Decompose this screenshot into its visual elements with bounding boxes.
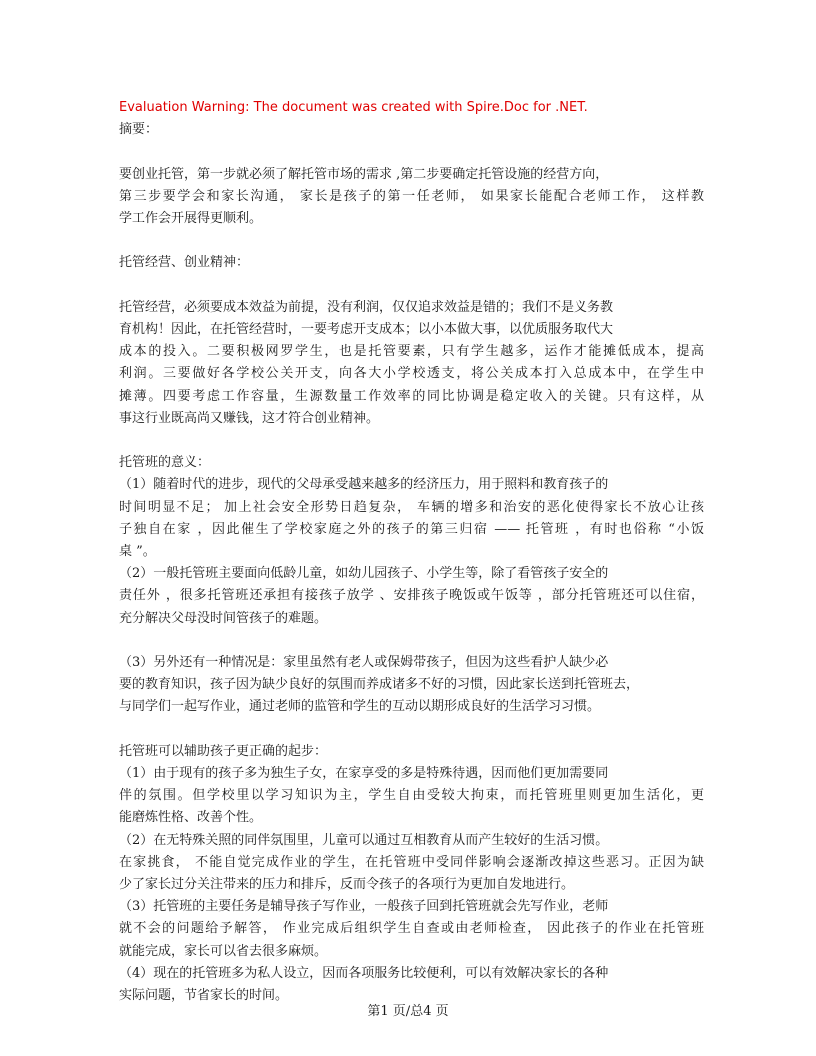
- section-heading: 托管班的意义：: [119, 455, 211, 471]
- paragraph-line: 事这行业既高尚又赚钱，这才符合创业精神。: [119, 410, 380, 426]
- paragraph-line: 成本的投入。二要积极网罗学生，也是托管要素，只有学生越多，运作才能摊低成本，提高: [119, 344, 704, 360]
- paragraph-line: （4）现在的托管班多为私人设立，因而各项服务比较便利，可以有效解决家长的各种: [119, 965, 609, 981]
- paragraph-line: 伴的氛围。但学校里以学习知识为主，学生自由受较大拘束，而托管班里则更加生活化，更: [119, 788, 704, 804]
- intro-line: 学工作会开展得更顺利。: [119, 211, 263, 226]
- paragraph-line: 利润。三要做好各学校公关开支，向各大小学校透支，将公关成本打入总成本中，在学生中: [119, 366, 704, 382]
- paragraph-line: （1）由于现有的孩子多为独生子女，在家享受的多是特殊待遇，因而他们更加需要同: [119, 766, 609, 781]
- paragraph-line: 责任外 ，很多托管班还承担有接孩子放学 、安排孩子晚饭或午饭等 ，部分托管班还可以住宿，: [119, 588, 704, 604]
- intro-line: 第三步要学会和家长沟通， 家长是孩子的第一任老师， 如果家长能配合老师工作， 这样教: [119, 188, 704, 204]
- section-heading: 托管班可以辅助孩子更正确的起步：: [119, 743, 328, 759]
- blank-line: [119, 430, 704, 452]
- blank-line: [119, 719, 704, 741]
- paragraph-line: （3）托管班的主要任务是辅导孩子写作业，一般孩子回到托管班就会先写作业，老师: [119, 899, 609, 915]
- paragraph-line: 与同学们一起写作业，通过老师的监管和学生的互动以期形成良好的生活学习习惯。: [119, 699, 601, 715]
- paragraph-line: 就不会的问题给予解答， 作业完成后组织学生自查或由老师检查， 因此孩子的作业在托管班: [119, 921, 704, 937]
- blank-line: [119, 230, 704, 252]
- paragraph-line: 要的教育知识，孩子因为缺少良好的氛围而养成诸多不好的习惯，因此家长送到托管班去，: [119, 677, 640, 693]
- paragraph-line: 育机构！因此，在托管经营时，一要考虑开支成本；以小本做大事，以优质服务取代大: [119, 321, 614, 337]
- page-number-footer: 第1 页/总4 页: [367, 1004, 449, 1019]
- blank-line: [119, 630, 704, 652]
- paragraph-line: （1）随着时代的进步，现代的父母承受越来越多的经济压力，用于照料和教育孩子的: [119, 477, 609, 493]
- paragraph-line: 少了家长过分关注带来的压力和排斥，反而令孩子的各项行为更加自发地进行。: [119, 877, 575, 893]
- paragraph-line: 在家挑食， 不能自觉完成作业的学生，在托管班中受同伴影响会逐渐改掉这些恶习。正因为缺: [119, 854, 704, 870]
- paragraph-line: 托管经营，必须要成本效益为前提，没有利润，仅仅追求效益是错的；我们不是义务教: [119, 299, 614, 315]
- section-heading: 托管经营、创业精神：: [119, 255, 250, 271]
- paragraph-line: （2）在无特殊关照的同伴氛围里，儿童可以通过互相教育从而产生较好的生活习惯。: [119, 832, 609, 848]
- paragraph-line: （3）另外还有一种情况是：家里虽然有老人或保姆带孩子，但因为这些看护人缺少必: [119, 655, 609, 670]
- intro-line: 要创业托管，第一步就必须了解托管市场的需求 ,第二步要确定托管设施的经营方向，: [119, 166, 609, 182]
- paragraph-line: （2）一般托管班主要面向低龄儿童，如幼儿园孩子、小学生等，除了看管孩子安全的: [119, 566, 609, 582]
- evaluation-warning: Evaluation Warning: The document was created with Spire.Doc for .NET.: [119, 100, 588, 115]
- abstract-label: 摘要：: [119, 122, 159, 138]
- paragraph-line: 时间明显不足； 加上社会安全形势日趋复杂， 车辆的增多和治安的恶化使得家长不放心让孩: [119, 499, 704, 515]
- paragraph-line: 就能完成，家长可以省去很多麻烦。: [119, 943, 328, 959]
- blank-line: [119, 141, 704, 163]
- blank-line: [119, 275, 704, 297]
- document-body: [119, 97, 704, 1007]
- paragraph-line: 能磨炼性格、改善个性。: [119, 810, 263, 826]
- paragraph-line: 子独自在家 ，因此催生了学校家庭之外的孩子的第三归宿 —— 托管班 ，有时也俗称 “小饭: [119, 521, 704, 537]
- paragraph-line: 摊薄。四要考虑工作容量，生源数量工作效率的同比协调是稳定收入的关键。只有这样，从: [119, 388, 704, 404]
- paragraph-line: 桌 ”。: [119, 544, 156, 559]
- paragraph-line: 实际问题，节省家长的时间。: [119, 988, 289, 1004]
- paragraph-line: 充分解决父母没时间管孩子的难题。: [119, 610, 328, 626]
